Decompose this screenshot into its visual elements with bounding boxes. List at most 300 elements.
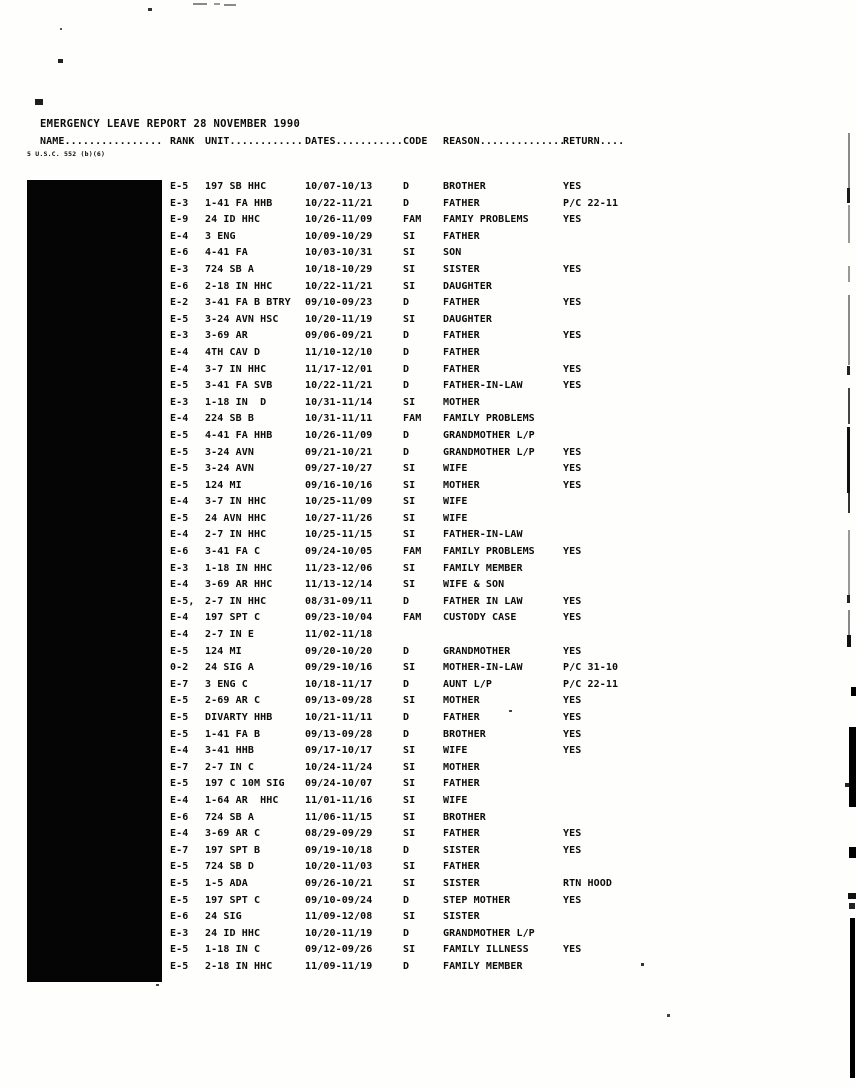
return-cell	[563, 928, 655, 945]
unit-cell: 197 SPT B	[205, 844, 261, 856]
table-row	[170, 861, 655, 878]
return-cell: YES	[563, 695, 582, 707]
unit-cell: 2-7 IN HHC	[205, 595, 267, 607]
dates-cell: 10/31-11/11	[305, 413, 373, 425]
code-cell: FAM	[403, 612, 422, 624]
reason-cell: GRANDMOTHER	[443, 645, 511, 657]
table-row	[170, 231, 655, 248]
dates-cell: 10/07-10/13	[305, 181, 373, 192]
table-row	[170, 778, 655, 795]
table-row	[170, 712, 655, 729]
unit-cell: 3-41 FA B BTRY	[205, 297, 291, 309]
dates-cell: 09/13-09/28	[305, 728, 373, 740]
dates-cell: 10/03-10/31	[305, 247, 373, 259]
dates-cell: 08/31-09/11	[305, 595, 373, 607]
reason-cell: BROTHER	[443, 811, 486, 823]
rank-cell: E-4	[170, 828, 189, 840]
table-row	[170, 745, 655, 762]
code-cell: D	[403, 927, 410, 939]
return-cell: YES	[563, 479, 582, 491]
table-row	[170, 330, 655, 347]
reason-cell: FAMIY PROBLEMS	[443, 214, 529, 226]
return-cell: YES	[563, 828, 582, 840]
table-row	[170, 828, 655, 845]
reason-cell: FATHER	[443, 828, 480, 840]
return-cell	[563, 314, 655, 331]
rank-cell: E-4	[170, 612, 189, 624]
rank-cell: E-4	[170, 496, 189, 508]
unit-cell: 24 ID HHC	[205, 927, 261, 939]
rank-cell: E-5	[170, 645, 189, 657]
return-cell: YES	[563, 894, 582, 906]
scan-artifact	[156, 984, 159, 986]
dates-cell: 10/22-11/21	[305, 380, 373, 392]
return-cell: P/C 22-11	[563, 197, 619, 209]
code-cell: SI	[403, 313, 416, 325]
code-cell: D	[403, 678, 410, 690]
code-cell: D	[403, 844, 410, 856]
table-row	[170, 679, 655, 696]
rank-cell: E-6	[170, 911, 189, 923]
return-cell	[563, 281, 655, 298]
table-row	[170, 463, 655, 480]
rank-cell: E-5	[170, 429, 189, 441]
reason-cell: AUNT L/P	[443, 678, 492, 690]
reason-cell: MOTHER	[443, 479, 480, 491]
scan-artifact	[849, 903, 855, 909]
code-cell: SI	[403, 512, 416, 524]
reason-cell: FATHER	[443, 861, 480, 873]
code-cell: SI	[403, 463, 416, 475]
scan-artifact	[224, 4, 236, 6]
dates-cell: 10/09-10/29	[305, 230, 373, 242]
dates-cell: 09/27-10/27	[305, 463, 373, 475]
leave-report-table	[170, 181, 655, 978]
code-cell: SI	[403, 496, 416, 508]
return-cell	[563, 247, 655, 264]
table-row	[170, 961, 655, 978]
dates-cell: 09/23-10/04	[305, 612, 373, 624]
unit-cell: DIVARTY HHB	[205, 712, 273, 723]
code-cell: D	[403, 380, 410, 392]
return-cell	[563, 231, 655, 248]
return-cell: YES	[563, 645, 582, 657]
dates-cell: 11/09-12/08	[305, 911, 373, 923]
reason-cell: FATHER	[443, 330, 480, 342]
table-row	[170, 447, 655, 464]
scan-artifact	[848, 295, 850, 365]
table-row	[170, 247, 655, 264]
scan-artifact	[847, 188, 850, 203]
dates-cell: 09/21-10/21	[305, 446, 373, 458]
return-cell	[563, 430, 655, 447]
reason-cell: FAMILY PROBLEMS	[443, 413, 535, 425]
unit-cell: 197 SB HHC	[205, 181, 267, 192]
scan-artifact	[848, 133, 850, 188]
rank-cell: E-5	[170, 512, 189, 524]
table-row	[170, 596, 655, 613]
scan-artifact	[848, 493, 850, 513]
dates-cell: 09/10-09/24	[305, 894, 373, 906]
unit-cell: 3-69 AR C	[205, 828, 261, 840]
rank-cell: E-7	[170, 844, 189, 856]
scan-artifact	[849, 847, 856, 858]
table-row	[170, 895, 655, 912]
reason-cell: FATHER	[443, 778, 480, 790]
scan-artifact	[847, 595, 850, 603]
table-row	[170, 413, 655, 430]
unit-cell: 3-69 AR HHC	[205, 579, 273, 591]
column-header-rank: RANK	[170, 136, 195, 147]
table-row	[170, 928, 655, 945]
code-cell: D	[403, 330, 410, 342]
scan-artifact	[35, 99, 43, 105]
code-cell: SI	[403, 562, 416, 574]
scan-artifact	[641, 963, 644, 966]
unit-cell: 3-24 AVN HSC	[205, 313, 279, 325]
rank-cell: E-4	[170, 529, 189, 541]
table-row	[170, 181, 655, 198]
dates-cell: 09/17-10/17	[305, 745, 373, 757]
dates-cell: 11/17-12/01	[305, 363, 373, 375]
dates-cell: 11/09-11/19	[305, 960, 373, 972]
return-cell: YES	[563, 745, 582, 757]
rank-cell: E-7	[170, 761, 189, 773]
dates-cell: 10/20-11/19	[305, 927, 373, 939]
rank-cell: E-5	[170, 944, 189, 956]
code-cell: D	[403, 346, 410, 358]
code-cell: D	[403, 894, 410, 906]
scan-artifact	[60, 28, 62, 30]
reason-cell: FATHER IN LAW	[443, 595, 523, 607]
dates-cell: 09/24-10/07	[305, 778, 373, 790]
reason-cell: SISTER	[443, 263, 480, 275]
unit-cell: 4-41 FA HHB	[205, 429, 273, 441]
reason-cell: WIFE	[443, 794, 468, 806]
redacted-names-block	[27, 180, 162, 982]
scan-artifact	[848, 388, 850, 424]
rank-cell: E-6	[170, 280, 189, 292]
code-cell: SI	[403, 794, 416, 806]
dates-cell: 09/13-09/28	[305, 695, 373, 707]
code-cell: SI	[403, 944, 416, 956]
code-cell: D	[403, 181, 410, 192]
table-row	[170, 812, 655, 829]
table-row	[170, 845, 655, 862]
code-cell: D	[403, 712, 410, 723]
reason-cell: BROTHER	[443, 181, 486, 192]
scan-artifact	[847, 427, 850, 493]
reason-cell: FATHER	[443, 363, 480, 375]
code-cell: SI	[403, 479, 416, 491]
unit-cell: 24 ID HHC	[205, 214, 261, 226]
rank-cell: E-4	[170, 346, 189, 358]
dates-cell: 10/24-11/24	[305, 761, 373, 773]
code-cell: FAM	[403, 214, 422, 226]
reason-cell: FAMILY PROBLEMS	[443, 546, 535, 558]
unit-cell: 2-7 IN HHC	[205, 529, 267, 541]
return-cell: P/C 31-10	[563, 662, 619, 674]
rank-cell: E-2	[170, 297, 189, 309]
rank-cell: E-4	[170, 629, 189, 641]
dates-cell: 09/24-10/05	[305, 546, 373, 558]
return-cell: RTN HOOD	[563, 877, 612, 889]
code-cell: SI	[403, 877, 416, 889]
scan-artifact	[845, 783, 849, 787]
dates-cell: 09/10-09/23	[305, 297, 373, 309]
unit-cell: 2-7 IN E	[205, 629, 254, 641]
reason-cell: FATHER-IN-LAW	[443, 380, 523, 392]
scan-artifact	[848, 266, 850, 282]
rank-cell: E-3	[170, 562, 189, 574]
dates-cell: 08/29-09/29	[305, 828, 373, 840]
rank-cell: E-5	[170, 181, 189, 192]
unit-cell: 197 C 10M SIG	[205, 778, 285, 790]
scan-artifact	[847, 366, 850, 375]
return-cell	[563, 778, 655, 795]
unit-cell: 3-24 AVN	[205, 463, 254, 475]
code-cell: SI	[403, 761, 416, 773]
rank-cell: E-4	[170, 745, 189, 757]
rank-cell: E-5	[170, 463, 189, 475]
reason-cell: WIFE	[443, 512, 468, 524]
scan-artifact	[848, 610, 850, 636]
scan-artifact	[848, 205, 850, 243]
table-row	[170, 563, 655, 580]
dates-cell: 09/20-10/20	[305, 645, 373, 657]
code-cell: D	[403, 645, 410, 657]
unit-cell: 2-18 IN HHC	[205, 960, 273, 972]
table-row	[170, 662, 655, 679]
table-row	[170, 579, 655, 596]
dates-cell: 09/19-10/18	[305, 844, 373, 856]
unit-cell: 24 SIG	[205, 911, 242, 923]
rank-cell: E-5	[170, 960, 189, 972]
table-row	[170, 629, 655, 646]
reason-cell: FAMILY ILLNESS	[443, 944, 529, 956]
rank-cell: E-3	[170, 197, 189, 209]
table-row	[170, 480, 655, 497]
table-row	[170, 762, 655, 779]
unit-cell: 3 ENG C	[205, 678, 248, 690]
dates-cell: 11/10-12/10	[305, 346, 373, 358]
column-header-name: NAME................	[40, 136, 163, 147]
scan-artifact	[849, 727, 856, 807]
scan-artifact	[851, 687, 856, 696]
code-cell: SI	[403, 828, 416, 840]
return-cell	[563, 529, 655, 546]
reason-cell: SON	[443, 247, 462, 259]
code-cell: D	[403, 595, 410, 607]
dates-cell: 11/13-12/14	[305, 579, 373, 591]
rank-cell: E-5	[170, 877, 189, 889]
code-cell: D	[403, 363, 410, 375]
reason-cell: FATHER	[443, 712, 480, 723]
return-cell: YES	[563, 363, 582, 375]
scan-artifact	[148, 8, 152, 11]
unit-cell: 224 SB B	[205, 413, 254, 425]
return-cell	[563, 812, 655, 829]
dates-cell: 11/06-11/15	[305, 811, 373, 823]
table-row	[170, 513, 655, 530]
unit-cell: 724 SB D	[205, 861, 254, 873]
dates-cell: 10/22-11/21	[305, 197, 373, 209]
code-cell: SI	[403, 662, 416, 674]
rank-cell: E-4	[170, 794, 189, 806]
scan-artifact	[58, 59, 63, 63]
return-cell	[563, 347, 655, 364]
code-cell: FAM	[403, 413, 422, 425]
dates-cell: 09/06-09/21	[305, 330, 373, 342]
reason-cell: SISTER	[443, 877, 480, 889]
unit-cell: 4TH CAV D	[205, 346, 261, 358]
dates-cell: 11/23-12/06	[305, 562, 373, 574]
return-cell	[563, 861, 655, 878]
return-cell: YES	[563, 728, 582, 740]
dates-cell: 10/27-11/26	[305, 512, 373, 524]
rank-cell: E-5	[170, 712, 189, 723]
scan-artifact	[848, 893, 856, 899]
reason-cell: FATHER-IN-LAW	[443, 529, 523, 541]
unit-cell: 1-18 IN HHC	[205, 562, 273, 574]
column-header-code: CODE	[403, 136, 428, 147]
reason-cell: DAUGHTER	[443, 313, 492, 325]
dates-cell: 10/20-11/19	[305, 313, 373, 325]
code-cell: SI	[403, 247, 416, 259]
code-cell: SI	[403, 778, 416, 790]
reason-cell: FATHER	[443, 297, 480, 309]
dates-cell: 10/26-11/09	[305, 429, 373, 441]
return-cell: P/C 22-11	[563, 678, 619, 690]
table-row	[170, 612, 655, 629]
rank-cell: E-5	[170, 778, 189, 790]
dates-cell: 09/12-09/26	[305, 944, 373, 956]
table-row	[170, 364, 655, 381]
table-row	[170, 264, 655, 281]
reason-cell: WIFE & SON	[443, 579, 505, 591]
return-cell: YES	[563, 263, 582, 275]
reason-cell: FAMILY MEMBER	[443, 960, 523, 972]
return-cell	[563, 762, 655, 779]
return-cell: YES	[563, 214, 582, 226]
return-cell	[563, 496, 655, 513]
reason-cell: WIFE	[443, 496, 468, 508]
dates-cell: 10/18-11/17	[305, 678, 373, 690]
table-row	[170, 729, 655, 746]
unit-cell: 197 SPT C	[205, 894, 261, 906]
return-cell: YES	[563, 380, 582, 392]
code-cell: SI	[403, 911, 416, 923]
dates-cell: 11/01-11/16	[305, 794, 373, 806]
table-row	[170, 281, 655, 298]
table-row	[170, 944, 655, 961]
return-cell: YES	[563, 181, 582, 192]
scan-artifact	[193, 3, 207, 5]
rank-cell: E-5	[170, 728, 189, 740]
table-row	[170, 380, 655, 397]
unit-cell: 124 MI	[205, 645, 242, 657]
scan-artifact	[848, 530, 850, 596]
dates-cell: 10/25-11/15	[305, 529, 373, 541]
table-row	[170, 795, 655, 812]
column-header-reason: REASON..............	[443, 136, 566, 147]
code-cell: SI	[403, 745, 416, 757]
table-row	[170, 911, 655, 928]
code-cell: D	[403, 429, 410, 441]
reason-cell: MOTHER-IN-LAW	[443, 662, 523, 674]
reason-cell: FATHER	[443, 197, 480, 209]
table-row	[170, 430, 655, 447]
foia-exemption-citation: 5 U.S.C. 552 (b)(6)	[27, 150, 106, 158]
return-cell	[563, 413, 655, 430]
unit-cell: 24 AVN HHC	[205, 512, 267, 524]
unit-cell: 1-18 IN C	[205, 944, 261, 956]
reason-cell: GRANDMOTHER L/P	[443, 429, 535, 441]
rank-cell: E-5	[170, 446, 189, 458]
code-cell: D	[403, 197, 410, 209]
column-header-unit: UNIT............	[205, 136, 303, 147]
return-cell: YES	[563, 844, 582, 856]
reason-cell: MOTHER	[443, 695, 480, 707]
dates-cell: 11/02-11/18	[305, 629, 373, 641]
rank-cell: E-4	[170, 230, 189, 242]
unit-cell: 1-41 FA B	[205, 728, 261, 740]
dates-cell: 10/20-11/03	[305, 861, 373, 873]
rank-cell: E-5	[170, 380, 189, 392]
unit-cell: 3-7 IN HHC	[205, 496, 267, 508]
scan-artifact	[847, 635, 851, 647]
table-row	[170, 546, 655, 563]
rank-cell: E-6	[170, 247, 189, 259]
rank-cell: E-3	[170, 330, 189, 342]
code-cell: SI	[403, 529, 416, 541]
table-row	[170, 496, 655, 513]
rank-cell: E-6	[170, 546, 189, 558]
dates-cell: 10/25-11/09	[305, 496, 373, 508]
table-row	[170, 878, 655, 895]
reason-cell: DAUGHTER	[443, 280, 492, 292]
dates-cell: 10/22-11/21	[305, 280, 373, 292]
dates-cell: 10/21-11/11	[305, 712, 373, 723]
code-cell: D	[403, 728, 410, 740]
scan-artifact	[509, 710, 512, 712]
rank-cell: E-6	[170, 811, 189, 823]
return-cell: YES	[563, 446, 582, 458]
reason-cell: MOTHER	[443, 396, 480, 408]
rank-cell: E-4	[170, 413, 189, 425]
scan-artifact	[850, 918, 855, 1078]
rank-cell: E-7	[170, 678, 189, 690]
return-cell	[563, 397, 655, 414]
table-row	[170, 397, 655, 414]
reason-cell: BROTHER	[443, 728, 486, 740]
code-cell: D	[403, 960, 410, 972]
unit-cell: 724 SB A	[205, 811, 254, 823]
code-cell: D	[403, 446, 410, 458]
rank-cell: E-5	[170, 695, 189, 707]
return-cell: YES	[563, 944, 582, 956]
reason-cell: SISTER	[443, 911, 480, 923]
code-cell: SI	[403, 811, 416, 823]
return-cell: YES	[563, 330, 582, 342]
rank-cell: E-4	[170, 363, 189, 375]
rank-cell: E-5	[170, 479, 189, 491]
code-cell: FAM	[403, 546, 422, 558]
unit-cell: 4-41 FA	[205, 247, 248, 259]
dates-cell: 09/29-10/16	[305, 662, 373, 674]
rank-cell: E-3	[170, 396, 189, 408]
unit-cell: 3-41 FA SVB	[205, 380, 273, 392]
